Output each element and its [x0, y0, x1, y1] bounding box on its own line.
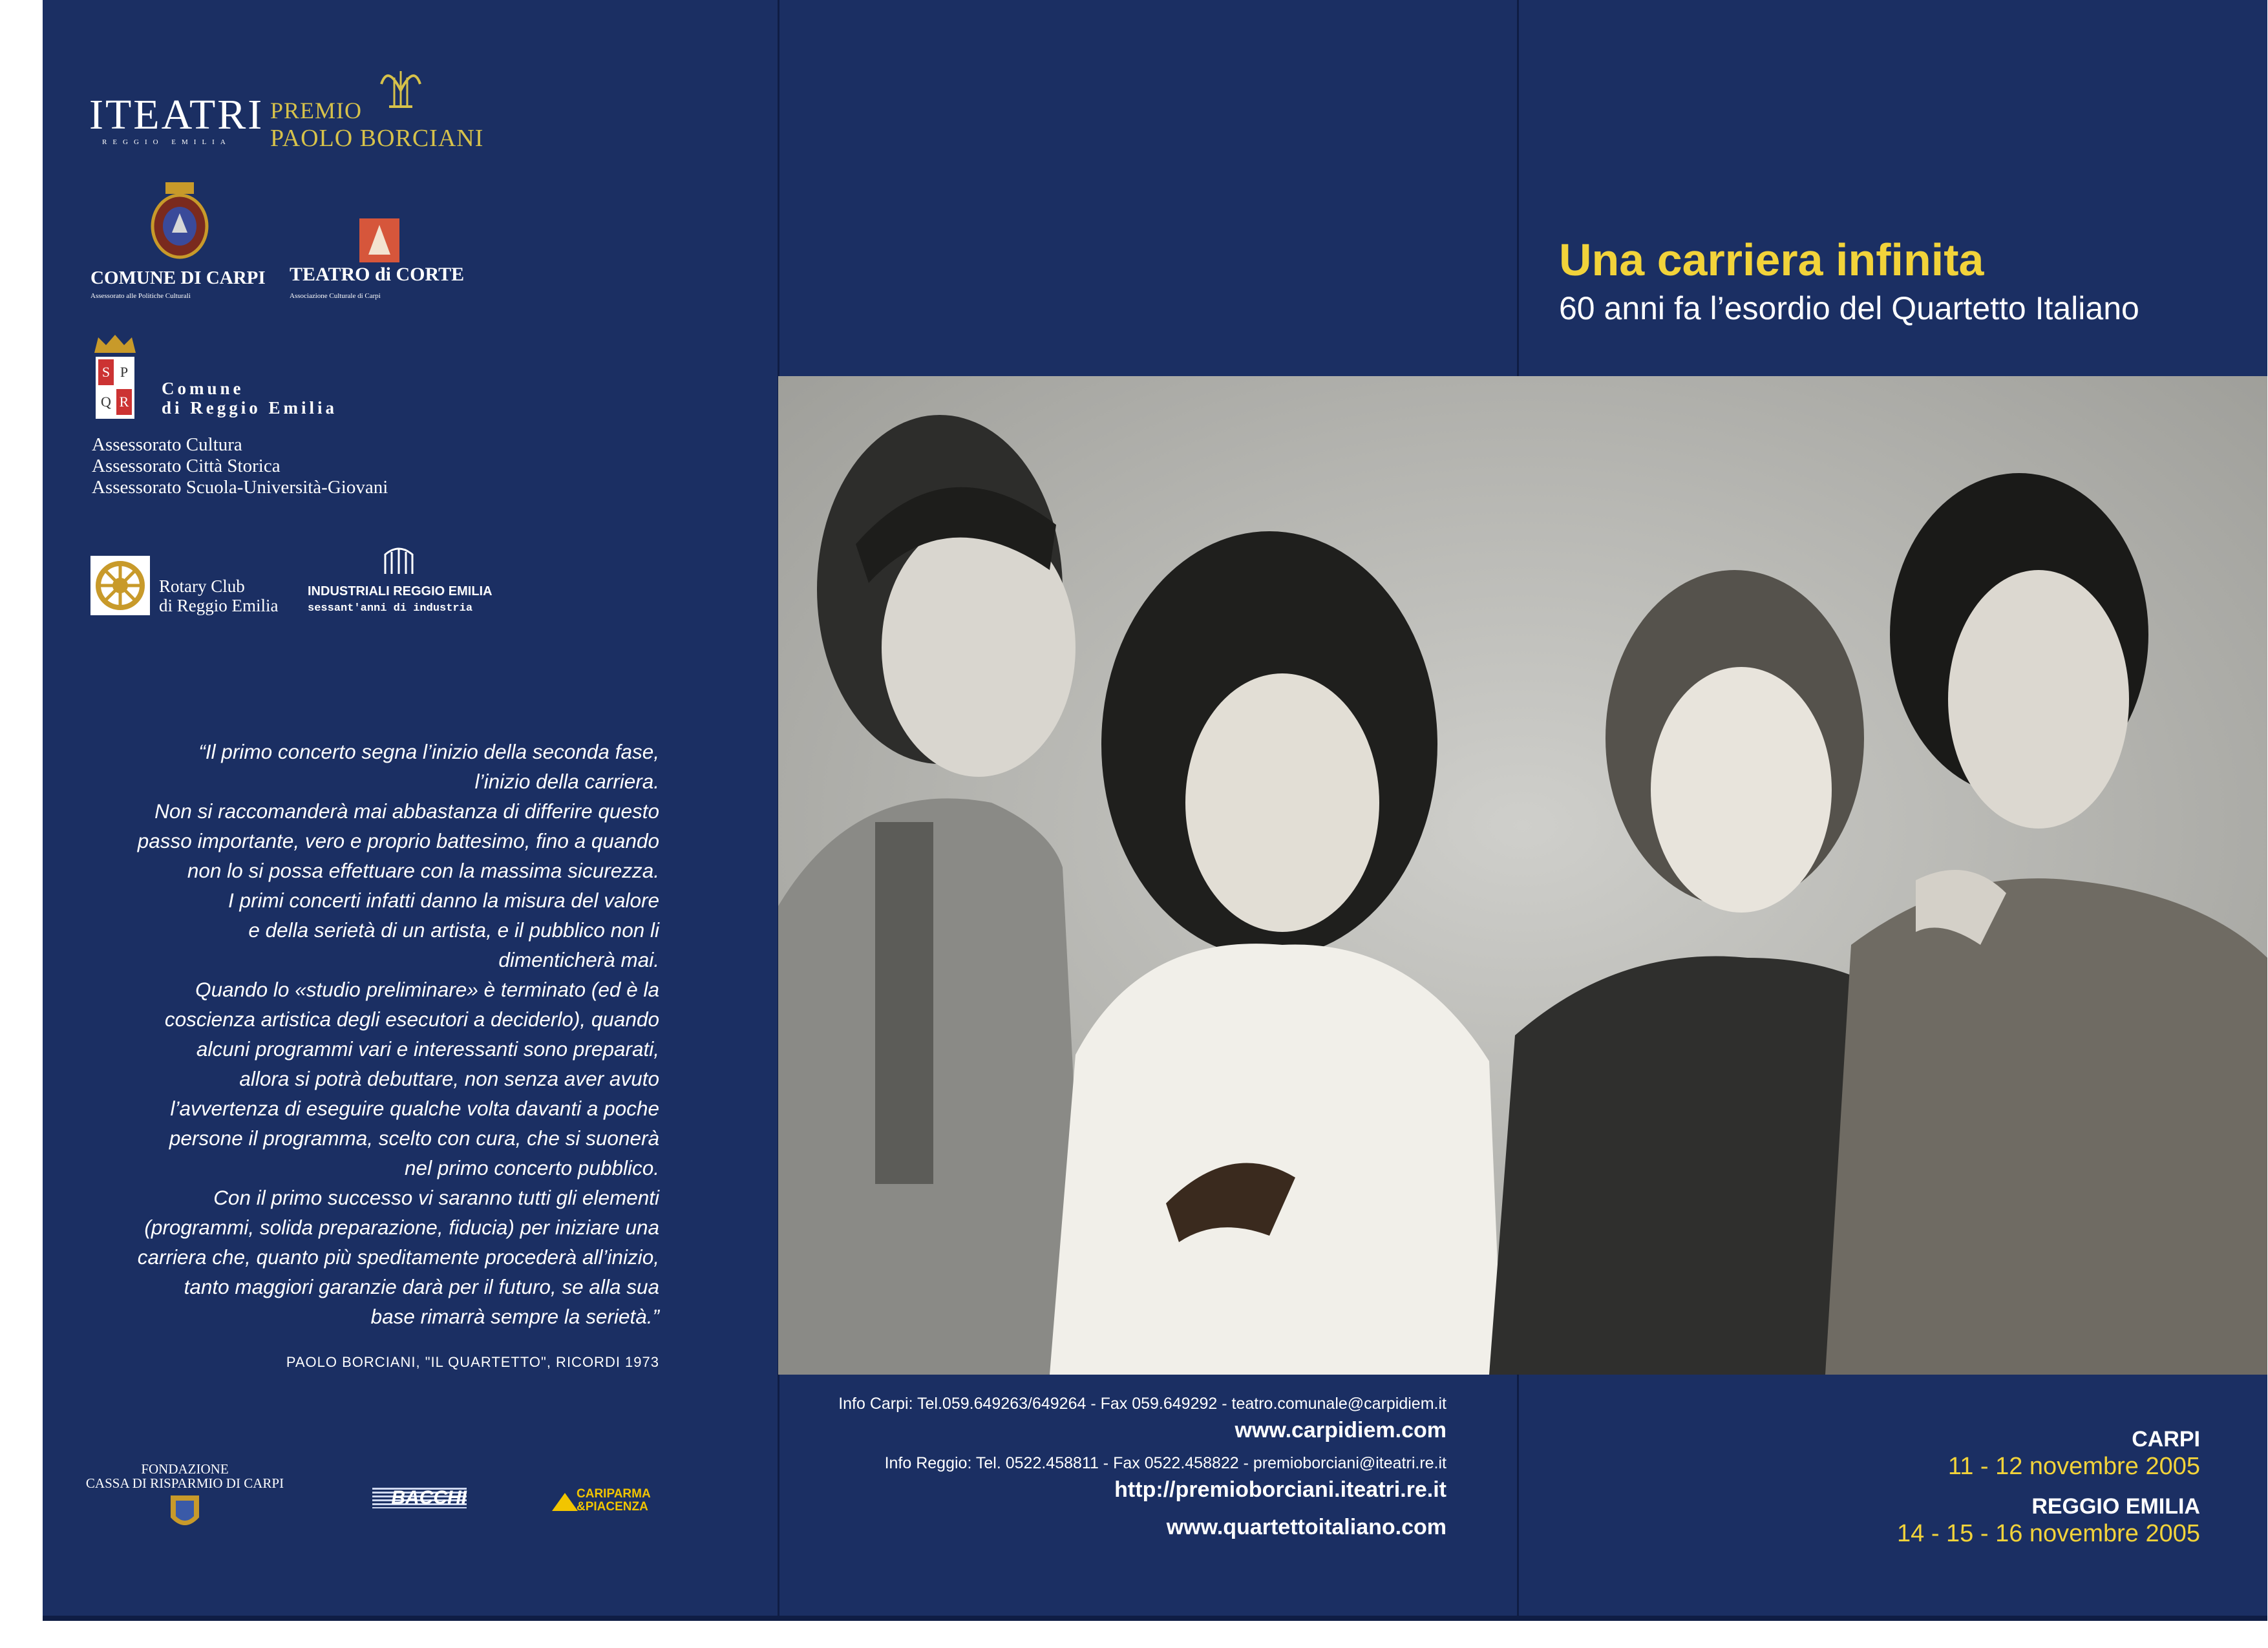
quote-line: nel primo concerto pubblico. — [405, 1156, 659, 1179]
quote-line: Non si raccomanderà mai abbastanza di differire questo — [154, 799, 659, 823]
quote-line: l’avvertenza di eseguire qualche volta davanti a poche — [170, 1097, 659, 1120]
quote-line: Quando lo «studio preliminare» è terminato (ed è la — [195, 978, 659, 1001]
rotary-label: Rotary Club — [159, 576, 245, 596]
assessorato-item: Assessorato Città Storica — [92, 456, 281, 476]
comune-reggio-label: Comune — [162, 379, 244, 398]
quote-line: I primi concerti infatti danno la misura del valore — [228, 889, 659, 912]
info-reggio: Info Reggio: Tel. 0522.458811 - Fax 0522.458822 - premioborciani@iteatri.re.it — [884, 1454, 1447, 1472]
event-dates: 14 - 15 - 16 novembre 2005 — [1897, 1520, 2200, 1547]
teatro-corte-label: TEATRO di CORTE — [290, 264, 465, 285]
reggio-crest-icon: S P Q R — [89, 333, 141, 424]
rotary-wheel-icon — [90, 556, 150, 615]
iteatri-logo: ITEATRI — [89, 91, 264, 138]
event-city: REGGIO EMILIA — [2031, 1494, 2200, 1519]
quote-line: “Il primo concerto segna l’inizio della seconda fase, — [198, 740, 659, 763]
quartetto-url-link[interactable]: www.quartettoitaliano.com — [1166, 1515, 1447, 1539]
quote-line: base rimarrà sempre la serietà.” — [370, 1305, 659, 1328]
quote-line: passo importante, vero e proprio battesimo, fino a quando — [137, 829, 659, 852]
cariparma-sub: &PIACENZA — [577, 1500, 648, 1514]
borciani-quote — [78, 737, 659, 1331]
quote-line: (programmi, solida preparazione, fiducia) per iniziare una — [144, 1216, 659, 1239]
quote-line: l’inizio della carriera. — [474, 770, 659, 793]
teatro-corte-sub: Associazione Culturale di Carpi — [290, 292, 381, 300]
comune-reggio-name: di Reggio Emilia — [162, 398, 338, 417]
quote-line: Con il primo successo vi saranno tutti gli elementi — [213, 1186, 659, 1209]
quote-line: coscienza artistica degli esecutori a deciderlo), quando — [164, 1008, 659, 1031]
carpi-crest-icon — [147, 181, 212, 265]
reggio-url-link[interactable]: http://premioborciani.iteatri.re.it — [1114, 1477, 1447, 1502]
carpi-url-link[interactable]: www.carpidiem.com — [1235, 1418, 1447, 1442]
quote-line: persone il programma, scelto con cura, che si suonerà — [169, 1126, 659, 1150]
assessorato-item: Assessorato Cultura — [92, 434, 242, 455]
quote-line: allora si potrà debuttare, non senza aver avuto — [239, 1067, 659, 1090]
premio-lyre-icon — [375, 58, 427, 116]
industriali-label: INDUSTRIALI REGGIO EMILIA — [308, 584, 493, 598]
quote-line: alcuni programmi vari e interessanti sono preparati, — [196, 1037, 659, 1061]
comune-carpi-label: COMUNE DI CARPI — [90, 268, 266, 288]
event-city: CARPI — [2132, 1427, 2200, 1452]
bottom-edge — [43, 1616, 2267, 1621]
premio-borciani-label: PAOLO BORCIANI — [270, 125, 484, 152]
industriali-icon — [380, 543, 418, 575]
premio-label: PREMIO — [270, 98, 363, 123]
assessorati-list — [92, 434, 388, 498]
event-dates: 11 - 12 novembre 2005 — [1947, 1453, 2200, 1480]
quartet-photo — [778, 376, 2267, 1375]
quote-line: non lo si possa effettuare con la massima sicurezza. — [187, 859, 659, 882]
comune-carpi-sub: Assessorato alle Politiche Culturali — [90, 292, 191, 300]
info-carpi: Info Carpi: Tel.059.649263/649264 - Fax 059.649292 - teatro.comunale@carpidiem.it — [838, 1395, 1447, 1413]
cariparma-name: CARIPARMA — [577, 1487, 651, 1501]
fondazione-name: CASSA DI RISPARMIO DI CARPI — [85, 1475, 284, 1491]
bacchi-logo: BACCHI — [372, 1488, 467, 1508]
quote-line: carriera che, quanto più speditamente procederà all’inizio, — [137, 1245, 659, 1269]
cover-title: Una carriera infinita — [1559, 235, 1984, 285]
quote-citation: PAOLO BORCIANI, "IL QUARTETTO", RICORDI 1973 — [286, 1354, 659, 1370]
rotary-city: di Reggio Emilia — [159, 596, 279, 615]
quote-line: tanto maggiori garanzie darà per il futuro, se alla sua — [184, 1275, 659, 1298]
cariparma-icon — [551, 1490, 579, 1514]
quote-line: e della serietà di un artista, e il pubblico non li — [248, 918, 659, 942]
industriali-sub: sessant'anni di industria — [308, 602, 473, 615]
fondazione-label: FONDAZIONE — [141, 1461, 229, 1477]
teatro-corte-icon — [359, 218, 399, 262]
rotary-logo — [90, 556, 150, 615]
cover-subtitle: 60 anni fa l’esordio del Quartetto Italiano — [1559, 290, 2139, 326]
fondazione-crest-icon — [169, 1494, 200, 1532]
quote-line: dimenticherà mai. — [498, 948, 659, 971]
iteatri-subtitle: REGGIO EMILIA — [102, 138, 231, 146]
assessorato-item: Assessorato Scuola-Università-Giovani — [92, 477, 388, 498]
fondazione-logo — [81, 1462, 288, 1490]
